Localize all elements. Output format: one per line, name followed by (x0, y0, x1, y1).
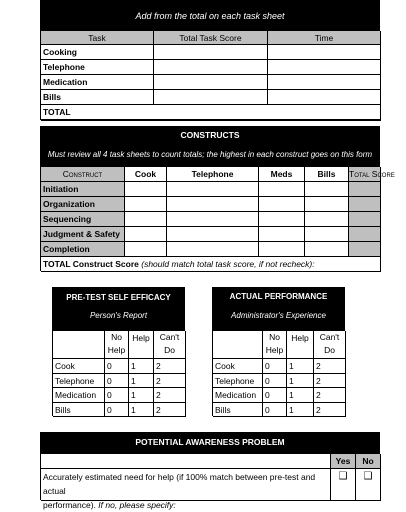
actual-cant-do-line2: Do (324, 345, 335, 355)
construct-row-label: Organization (41, 197, 125, 212)
construct-cell[interactable] (125, 197, 167, 212)
total-task-score-col-header: Total Task Score (154, 31, 268, 45)
total-construct-score-note: (should match total task score, if not recheck): (141, 259, 315, 269)
actual-title: ACTUAL PERFORMANCE (229, 292, 328, 301)
construct-cell[interactable] (125, 227, 167, 242)
constructs-title: CONSTRUCTS (180, 130, 240, 140)
task-table-header-bar (40, 0, 380, 30)
awareness-question-text: performance). (43, 500, 96, 510)
construct-col-header: Construct (41, 167, 125, 182)
construct-cell[interactable] (125, 182, 167, 197)
telephone-col-header: Telephone (167, 167, 259, 182)
construct-cell[interactable] (167, 227, 259, 242)
pretest-option[interactable]: 1 (129, 359, 154, 374)
pretest-option[interactable]: 1 (129, 403, 154, 418)
cook-col-header: Cook (125, 167, 167, 182)
construct-cell[interactable] (167, 212, 259, 227)
awareness-header-bar (40, 432, 380, 453)
construct-cell[interactable] (259, 182, 305, 197)
no-col-header: No (356, 454, 381, 469)
task-table-note: Add from the total on each task sheet (135, 11, 285, 21)
pretest-row-label: Telephone (53, 374, 105, 389)
construct-cell[interactable] (259, 227, 305, 242)
pretest-subtitle: Person's Report (89, 311, 148, 320)
construct-cell[interactable] (125, 242, 167, 257)
actual-option[interactable]: 1 (287, 388, 314, 403)
meds-col-header: Meds (259, 167, 305, 182)
constructs-table (40, 166, 395, 271)
yes-col-header: Yes (331, 454, 356, 469)
actual-row-label: Cook (213, 359, 263, 374)
actual-option[interactable]: 2 (314, 374, 346, 389)
pretest-row-label: Cook (53, 359, 105, 374)
awareness-blank-header (41, 454, 331, 469)
task-row-label: Telephone (41, 60, 154, 75)
construct-cell[interactable] (167, 197, 259, 212)
pretest-title: PRE-TEST SELF EFFICACY (66, 293, 171, 302)
no-checkbox[interactable] (356, 469, 381, 501)
pretest-row-label: Bills (53, 403, 105, 418)
awareness-question-line2 (43, 498, 330, 512)
task-row-label: Bills (41, 90, 154, 105)
construct-row-label: Initiation (41, 182, 125, 197)
actual-cant-do-line1: Can't (319, 332, 340, 342)
actual-no-help-header (263, 331, 287, 359)
actual-table (212, 330, 345, 416)
task-row-label: Cooking (41, 45, 154, 60)
actual-no-help-line2: Help (265, 345, 284, 355)
awareness-table (40, 453, 380, 510)
task-total-label: TOTAL (41, 105, 381, 121)
actual-header-bar (212, 287, 345, 330)
pretest-cant-do-line2: Do (164, 345, 175, 355)
actual-option[interactable]: 0 (263, 403, 287, 418)
task-time-cell[interactable] (268, 90, 381, 105)
total-score-col-header: Total Score (349, 167, 381, 182)
construct-total-cell[interactable] (349, 227, 381, 242)
pretest-option[interactable]: 1 (129, 388, 154, 403)
actual-option[interactable]: 1 (287, 403, 314, 418)
task-score-cell[interactable] (154, 60, 268, 75)
construct-row-label: Completion (41, 242, 125, 257)
actual-corner-cell (213, 331, 263, 359)
pretest-cant-do-line1: Can't (159, 332, 180, 342)
actual-row-label: Medication (213, 388, 263, 403)
pretest-corner-cell (53, 331, 105, 359)
pretest-help-header: Help (129, 331, 154, 359)
task-time-cell[interactable] (268, 45, 381, 60)
construct-total-cell[interactable] (349, 242, 381, 257)
construct-row-label: Judgment & Safety (41, 227, 125, 242)
actual-option[interactable]: 0 (263, 359, 287, 374)
construct-cell[interactable] (305, 197, 349, 212)
pretest-no-help-line2: Help (107, 345, 126, 355)
total-construct-score-label: TOTAL Construct Score (43, 259, 139, 269)
pretest-option[interactable]: 2 (154, 403, 186, 418)
awareness-question-line1: Accurately estimated need for help (if 100% match between pre-test and actual (43, 472, 316, 496)
task-row-label: Medication (41, 75, 154, 90)
pretest-table (52, 330, 185, 416)
actual-option[interactable]: 1 (287, 359, 314, 374)
task-col-header: Task (41, 31, 154, 45)
actual-option[interactable]: 2 (314, 403, 346, 418)
task-score-cell[interactable] (154, 90, 268, 105)
task-score-cell[interactable] (154, 45, 268, 60)
pretest-row-label: Medication (53, 388, 105, 403)
construct-cell[interactable] (167, 182, 259, 197)
construct-row-label: Sequencing (41, 212, 125, 227)
construct-cell[interactable] (259, 212, 305, 227)
constructs-footer (41, 257, 381, 272)
pretest-option[interactable]: 2 (154, 388, 186, 403)
actual-help-header: Help (287, 331, 314, 359)
construct-cell[interactable] (305, 242, 349, 257)
construct-cell[interactable] (125, 212, 167, 227)
constructs-header-bar (40, 126, 380, 166)
actual-option[interactable]: 0 (263, 374, 287, 389)
pretest-option[interactable]: 2 (154, 374, 186, 389)
construct-total-cell[interactable] (349, 197, 381, 212)
pretest-option[interactable]: 2 (154, 359, 186, 374)
bills-col-header: Bills (305, 167, 349, 182)
actual-row-label: Bills (213, 403, 263, 418)
pretest-no-help-line1: No (111, 332, 122, 342)
actual-option[interactable]: 2 (314, 388, 346, 403)
constructs-note: Must review all 4 task sheets to count totals; the highest in each construct goes on this form (47, 150, 373, 159)
actual-subtitle: Administrator's Experience (231, 311, 326, 320)
task-table (40, 30, 380, 120)
no-checkbox-icon[interactable]: ❑ (363, 471, 373, 482)
pretest-option[interactable]: 0 (105, 374, 129, 389)
actual-option[interactable]: 2 (314, 359, 346, 374)
task-time-cell[interactable] (268, 75, 381, 90)
task-score-cell[interactable] (154, 75, 268, 90)
actual-no-help-line1: No (269, 332, 280, 342)
pretest-option[interactable]: 1 (129, 374, 154, 389)
construct-total-cell[interactable] (349, 182, 381, 197)
pretest-header-bar (52, 287, 185, 330)
actual-row-label: Telephone (213, 374, 263, 389)
yes-checkbox-icon[interactable]: ❑ (338, 471, 348, 482)
awareness-specify-prompt: If no, please specify: (98, 500, 176, 510)
construct-cell[interactable] (259, 197, 305, 212)
construct-cell[interactable] (259, 242, 305, 257)
pretest-option[interactable]: 0 (105, 403, 129, 418)
awareness-question (41, 469, 331, 510)
yes-checkbox[interactable] (331, 469, 356, 501)
pretest-option[interactable]: 0 (105, 388, 129, 403)
task-time-cell[interactable] (268, 60, 381, 75)
pretest-cant-do-header (154, 331, 186, 359)
actual-option[interactable]: 1 (287, 374, 314, 389)
construct-cell[interactable] (167, 242, 259, 257)
awareness-title: POTENTIAL AWARENESS PROBLEM (135, 437, 285, 447)
actual-cant-do-header (314, 331, 346, 359)
construct-cell[interactable] (305, 227, 349, 242)
construct-cell[interactable] (305, 212, 349, 227)
construct-cell[interactable] (305, 182, 349, 197)
time-col-header: Time (268, 31, 381, 45)
construct-total-cell[interactable] (349, 212, 381, 227)
actual-option[interactable]: 0 (263, 388, 287, 403)
pretest-no-help-header (105, 331, 129, 359)
pretest-option[interactable]: 0 (105, 359, 129, 374)
